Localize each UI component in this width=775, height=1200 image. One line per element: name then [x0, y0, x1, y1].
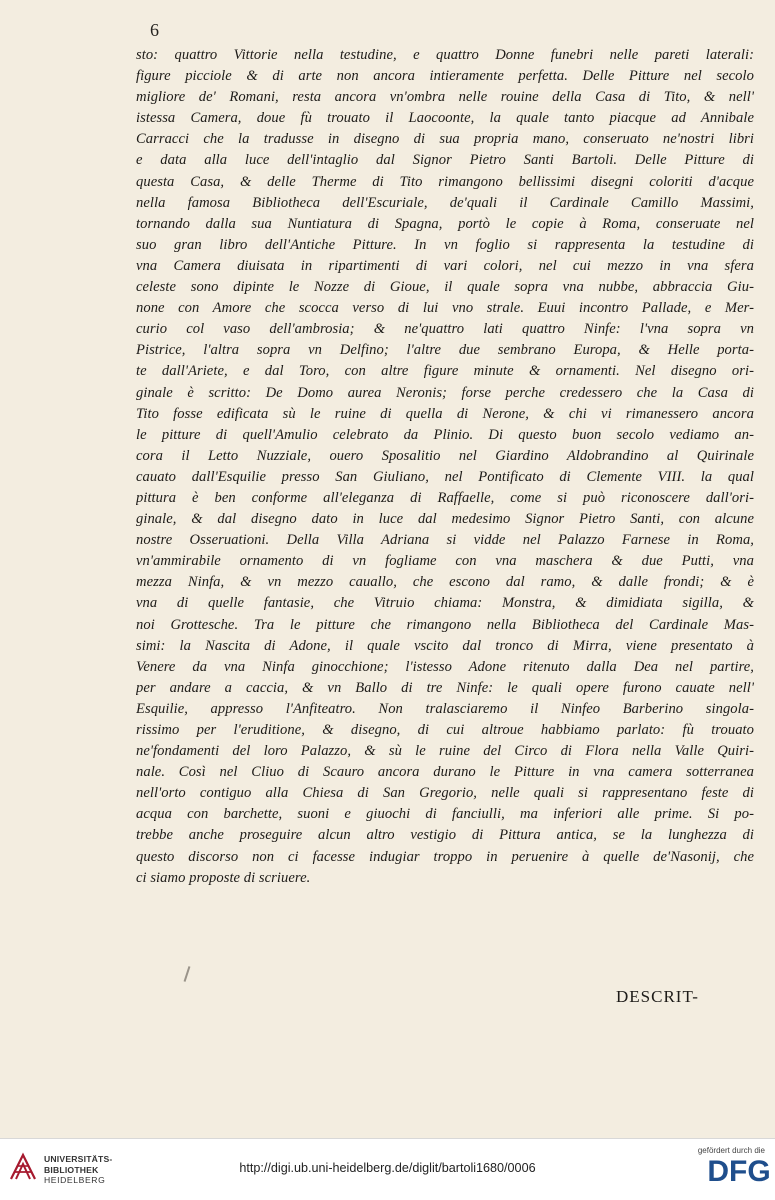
source-url[interactable]: http://digi.ub.uni-heidelberg.de/diglit/bartoli1680/0006: [239, 1161, 536, 1175]
page-number: 6: [150, 20, 159, 40]
text-line: e data alla luce dell'intaglio dal Signor Pietro Santi Bartoli. Delle Pitture di: [136, 152, 754, 169]
footer-bar: [0, 1138, 775, 1200]
library-city: HEIDELBERG: [44, 1175, 106, 1185]
text-line: nale. Così nel Cliuo di Scauro ancora durano le Pitture in vna camera sotterranea: [136, 764, 754, 781]
dfg-logo-icon: [703, 1152, 775, 1188]
stray-ink-mark: [184, 966, 191, 982]
text-line: Esquilie, appresso l'Anfiteatro. Non tralasciaremo il Ninfeo Barberino singola-: [136, 700, 754, 717]
text-line: migliore de' Romani, resta ancora vn'ombra nelle rouine della Casa di Tito, & nell': [136, 89, 754, 106]
text-line: ne'fondamenti del loro Palazzo, & sù le ruine del Circo di Flora nella Valle Quiri-: [136, 743, 754, 760]
library-name-line: UNIVERSITÄTS-: [44, 1154, 113, 1164]
text-line: acqua con barchette, suoni e giuochi di fanciulli, ma inferiori alle prime. Si po-: [136, 806, 754, 823]
text-line: none con Amore che scocca verso di lui vno strale. Euui incontro Pallade, e Mer-: [136, 300, 754, 317]
text-line: questo discorso non ci facesse indugiar troppo in peruenire à quelle de'Nasonij, che: [136, 848, 754, 865]
text-line: mezza Ninfa, & vn mezzo cauallo, che escono dal ramo, & dalle frondi; & è: [136, 574, 754, 591]
text-line: vn'ammirabile ornamento di vn fogliame con vna maschera & due Putti, vna: [136, 553, 754, 570]
catchword: DESCRIT-: [616, 987, 699, 1006]
text-line: rissimo per l'eruditione, & disegno, di cui altroue habbiamo parlato: fù trouato: [136, 722, 754, 738]
text-line: suo gran libro dell'Antiche Pitture. In vn foglio si rappresenta la testudine di: [136, 236, 754, 253]
text-line: Pistrice, l'altra sopra vn Delfino; l'altre due sembrano Europa, & Helle porta-: [136, 342, 754, 359]
dfg-logo-text: DFG: [707, 1155, 771, 1188]
funder-caption: gefördert durch die: [697, 1146, 765, 1155]
text-line: cora il Letto Nuzziale, ouero Sposalitio nel Giardino Aldobrandino al Quirinale: [136, 447, 754, 464]
text-line: Venere da vna Ninfa ginocchione; l'istesso Adone ritenuto dalla Dea nel partire,: [136, 658, 754, 675]
text-line: nell'orto contiguo alla Chiesa di San Gregorio, nelle quali si rappresentano feste di: [136, 785, 754, 802]
text-line: te dall'Ariete, e dal Toro, con altre figure minute & ornamenti. Nel disegno ori-: [136, 363, 754, 380]
text-line: nostre Osseruationi. Della Villa Adriana si vidde nel Palazzo Farnese in Roma,: [136, 532, 754, 549]
text-line: sto: quattro Vittorie nella testudine, e quattro Donne funebri nelle pareti laterali:: [136, 47, 754, 63]
text-line: trebbe anche proseguire alcun altro vestigio di Pittura antica, se la lunghezza di: [136, 827, 754, 844]
text-line: celeste sono dipinte le Nozze di Gioue, il quale sopra vna nubbe, abbraccia Giu-: [136, 279, 754, 296]
text-line: pittura è ben conforme all'eleganza di Raffaelle, come si può riconoscere dall'ori-: [136, 489, 754, 506]
text-line: ginale, & dal disegno dato in luce dal medesimo Signor Pietro Santi, con alcune: [136, 511, 754, 528]
text-line: noi Grottesche. Tra le pitture che rimangono nella Bibliotheca del Cardinale Mas-: [136, 616, 754, 633]
text-line: questa Casa, & delle Therme di Tito rimangono bellissimi disegni coloriti d'acque: [136, 173, 754, 190]
text-line-last: ci siamo proposte di scriuere.: [136, 869, 311, 886]
text-line: istessa Camera, doue fù trouato il Laocoonte, la quale tanto piacque ad Annibale: [136, 110, 754, 127]
text-line: curio col vaso dell'ambrosia; & ne'quattro lati quattro Ninfe: l'vna sopra vn: [136, 321, 754, 338]
text-line: nella famosa Bibliotheca dell'Escuriale, de'quali il Cardinale Camillo Massimi,: [136, 194, 754, 211]
text-line: le pitture di quell'Amulio celebrato da Plinio. Di questo buon secolo vediamo an-: [136, 426, 754, 443]
text-line: Carracci che la tradusse in disegno di sua propria mano, conseruato ne'nostri libri: [136, 131, 754, 148]
text-line: simi: la Nascita di Adone, il quale vscito dal tronco di Mirra, viene presentato à: [136, 637, 754, 654]
text-line: tornando dalla sua Nuntiatura di Spagna, portò le copie à Roma, conseruate nel: [136, 215, 754, 232]
text-line: vna Camera diuisata in ripartimenti di vari colori, nel cui mezzo in vna sfera: [136, 257, 754, 274]
text-line: ginale è scritto: De Domo aurea Neronis; forse perche credessero che la Casa di: [136, 384, 754, 401]
text-line: Tito fosse edificata sù le ruine di quella di Nerone, & chi vi rimanessero ancora: [136, 405, 754, 422]
text-line: figure picciole & di arte non ancora intieramente perfetta. Delle Pitture nel secolo: [136, 68, 754, 85]
library-name-line: BIBLIOTHEK: [44, 1164, 99, 1175]
text-line: cauato dall'Esquilie presso San Giuliano, nel Pontificato di Clemente VIII. la qual: [136, 468, 754, 485]
text-line: vna di quelle fantasie, che Vitruio chiama: Monstra, & dimidiata sigilla, &: [136, 595, 754, 612]
body-text: [136, 45, 754, 889]
text-line: per andare a caccia, & vn Ballo di tre Ninfe: le quali opere furono cauate nell': [136, 679, 754, 696]
